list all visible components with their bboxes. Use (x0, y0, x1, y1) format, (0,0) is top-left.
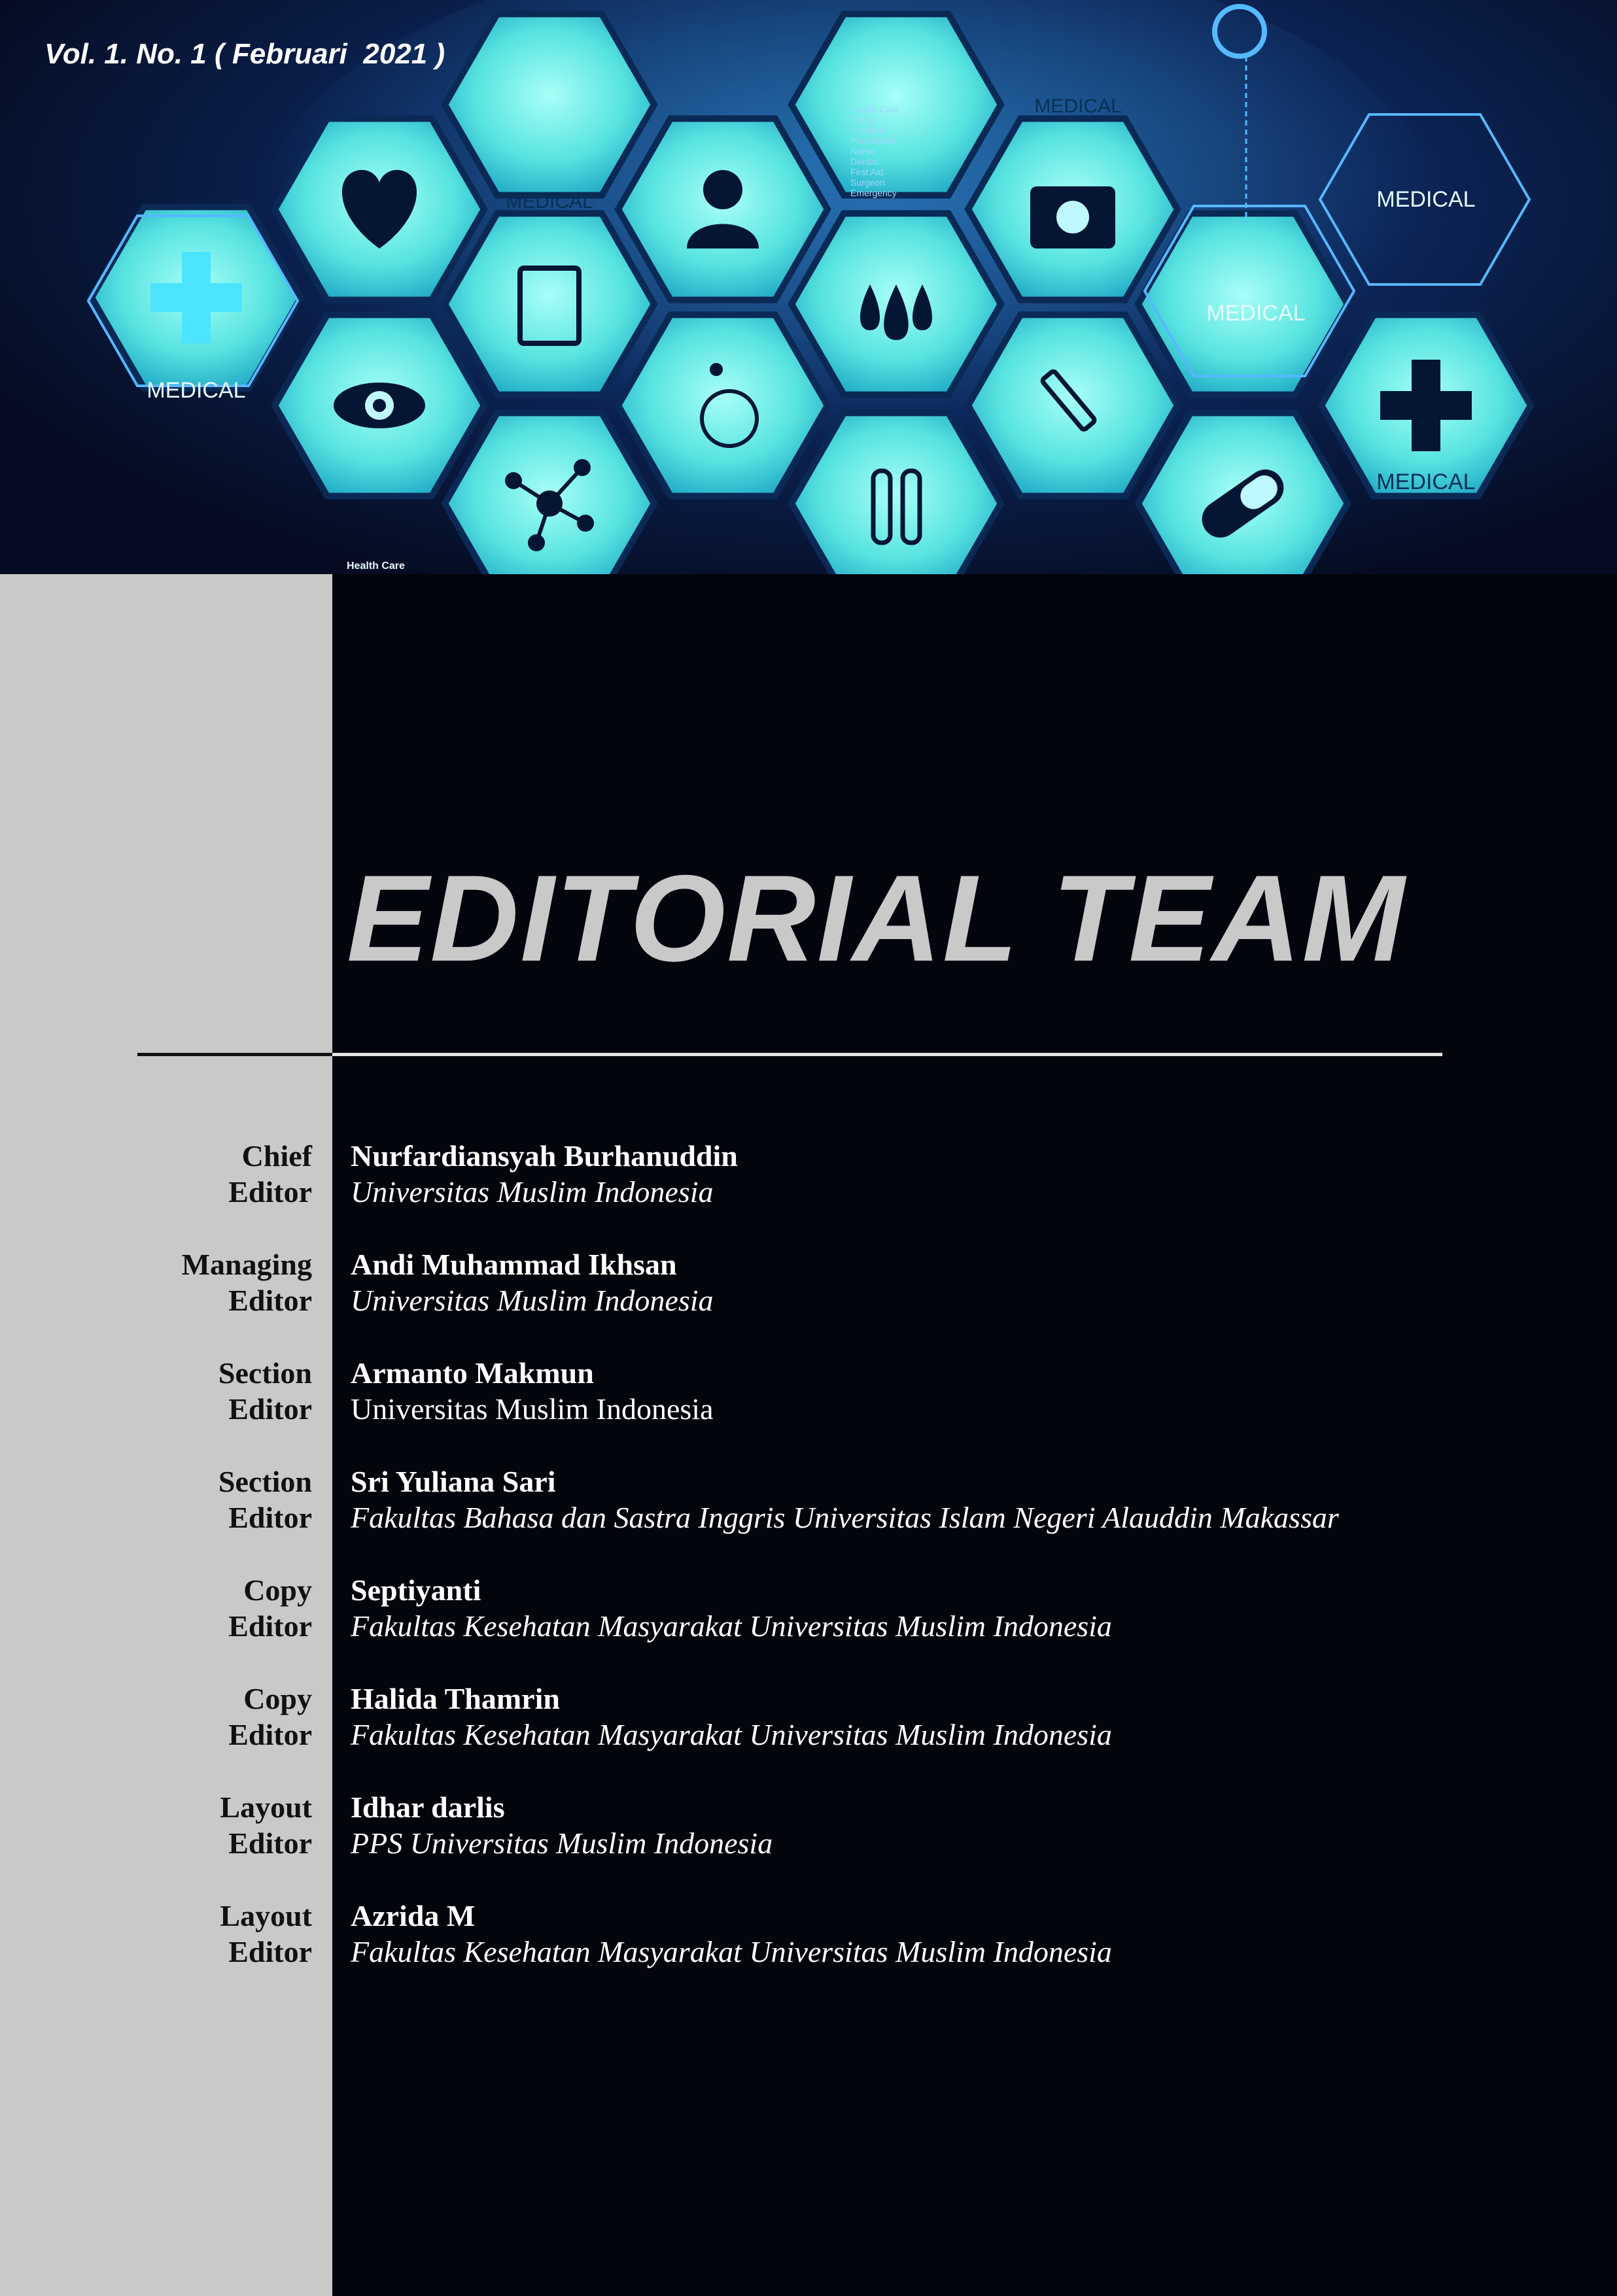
editor-entry (0, 1789, 1617, 1868)
banner-list: Health Care Doctor Hospital Pharmacist Nurse Dentist First Aid Surgeon Emergency (850, 104, 899, 198)
editor-details (351, 1898, 1593, 1970)
main-panel (332, 574, 1617, 2296)
medical-label: MEDICAL (1376, 187, 1476, 212)
editor-role (103, 1355, 312, 1427)
sidebar-panel (0, 574, 332, 2296)
editor-affiliation: Universitas Muslim Indonesia (351, 1392, 714, 1426)
eye-icon (334, 383, 425, 428)
medical-hexagon-illustration (0, 0, 1617, 574)
editor-affiliation: Fakultas Kesehatan Masyarakat Universitas Muslim Indonesia (351, 1935, 1112, 1968)
page-title: EDITORIAL TEAM (347, 849, 1406, 987)
role-line: Editor (228, 1718, 312, 1751)
role-line: Copy (243, 1573, 312, 1607)
editor-role (103, 1789, 312, 1861)
header-banner (0, 0, 1617, 574)
editor-details (351, 1355, 1593, 1427)
editor-entry (0, 1898, 1617, 1976)
editor-affiliation: Fakultas Bahasa dan Sastra Inggris Universitas Islam Negeri Alauddin Makassar (351, 1501, 1339, 1534)
divider-light (332, 1053, 1442, 1056)
role-line: Chief (241, 1139, 312, 1173)
editor-name: Nurfardiansyah Burhanuddin (351, 1139, 738, 1173)
editor-details (351, 1246, 1593, 1318)
editor-name: Andi Muhammad Ikhsan (351, 1248, 677, 1281)
editor-name: Idhar darlis (351, 1791, 505, 1824)
editor-role (103, 1681, 312, 1753)
editor-name: Armanto Makmun (351, 1356, 594, 1390)
role-line: Section (218, 1356, 312, 1390)
medical-label: MEDICAL (506, 191, 593, 213)
editor-entry (0, 1572, 1617, 1651)
banner-footer-label: Health Care (347, 560, 405, 572)
role-line: Editor (228, 1501, 312, 1534)
role-line: Layout (220, 1899, 312, 1932)
medical-label: MEDICAL (147, 378, 246, 403)
divider-dark (137, 1053, 332, 1056)
editor-details (351, 1464, 1593, 1535)
medical-label: MEDICAL (1034, 95, 1122, 117)
editor-details (351, 1681, 1593, 1753)
editor-affiliation: Universitas Muslim Indonesia (351, 1284, 714, 1317)
medical-bag-icon (1030, 186, 1115, 248)
editor-affiliation: Universitas Muslim Indonesia (351, 1175, 714, 1208)
editor-entry (0, 1681, 1617, 1759)
editor-name: Azrida M (351, 1899, 476, 1932)
editor-entry (0, 1355, 1617, 1433)
editor-name: Halida Thamrin (351, 1682, 560, 1715)
role-line: Editor (228, 1175, 312, 1208)
editor-role (103, 1572, 312, 1644)
editor-entry (0, 1138, 1617, 1216)
issue-label: Vol. 1. No. 1 ( Februari 2021 ) (44, 38, 445, 70)
editor-affiliation: PPS Universitas Muslim Indonesia (351, 1826, 773, 1860)
editor-entry (0, 1464, 1617, 1542)
editor-name: Sri Yuliana Sari (351, 1465, 556, 1498)
editor-affiliation: Fakultas Kesehatan Masyarakat Universitas Muslim Indonesia (351, 1718, 1112, 1751)
editor-role (103, 1246, 312, 1318)
role-line: Layout (220, 1791, 312, 1824)
editor-entry (0, 1246, 1617, 1325)
medical-label: MEDICAL (1206, 301, 1306, 326)
editor-role (103, 1464, 312, 1535)
role-line: Copy (243, 1682, 312, 1715)
role-line: Managing (181, 1248, 312, 1281)
editor-role (103, 1138, 312, 1210)
editor-details (351, 1789, 1593, 1861)
role-line: Section (218, 1465, 312, 1498)
editor-name: Septiyanti (351, 1573, 481, 1607)
editor-details (351, 1572, 1593, 1644)
role-line: Editor (228, 1392, 312, 1426)
role-line: Editor (228, 1284, 312, 1317)
editor-details (351, 1138, 1593, 1210)
role-line: Editor (228, 1826, 312, 1860)
medical-label: MEDICAL (1376, 470, 1476, 494)
editor-role (103, 1898, 312, 1970)
editor-affiliation: Fakultas Kesehatan Masyarakat Universitas Muslim Indonesia (351, 1609, 1112, 1643)
role-line: Editor (228, 1935, 312, 1968)
role-line: Editor (228, 1609, 312, 1643)
